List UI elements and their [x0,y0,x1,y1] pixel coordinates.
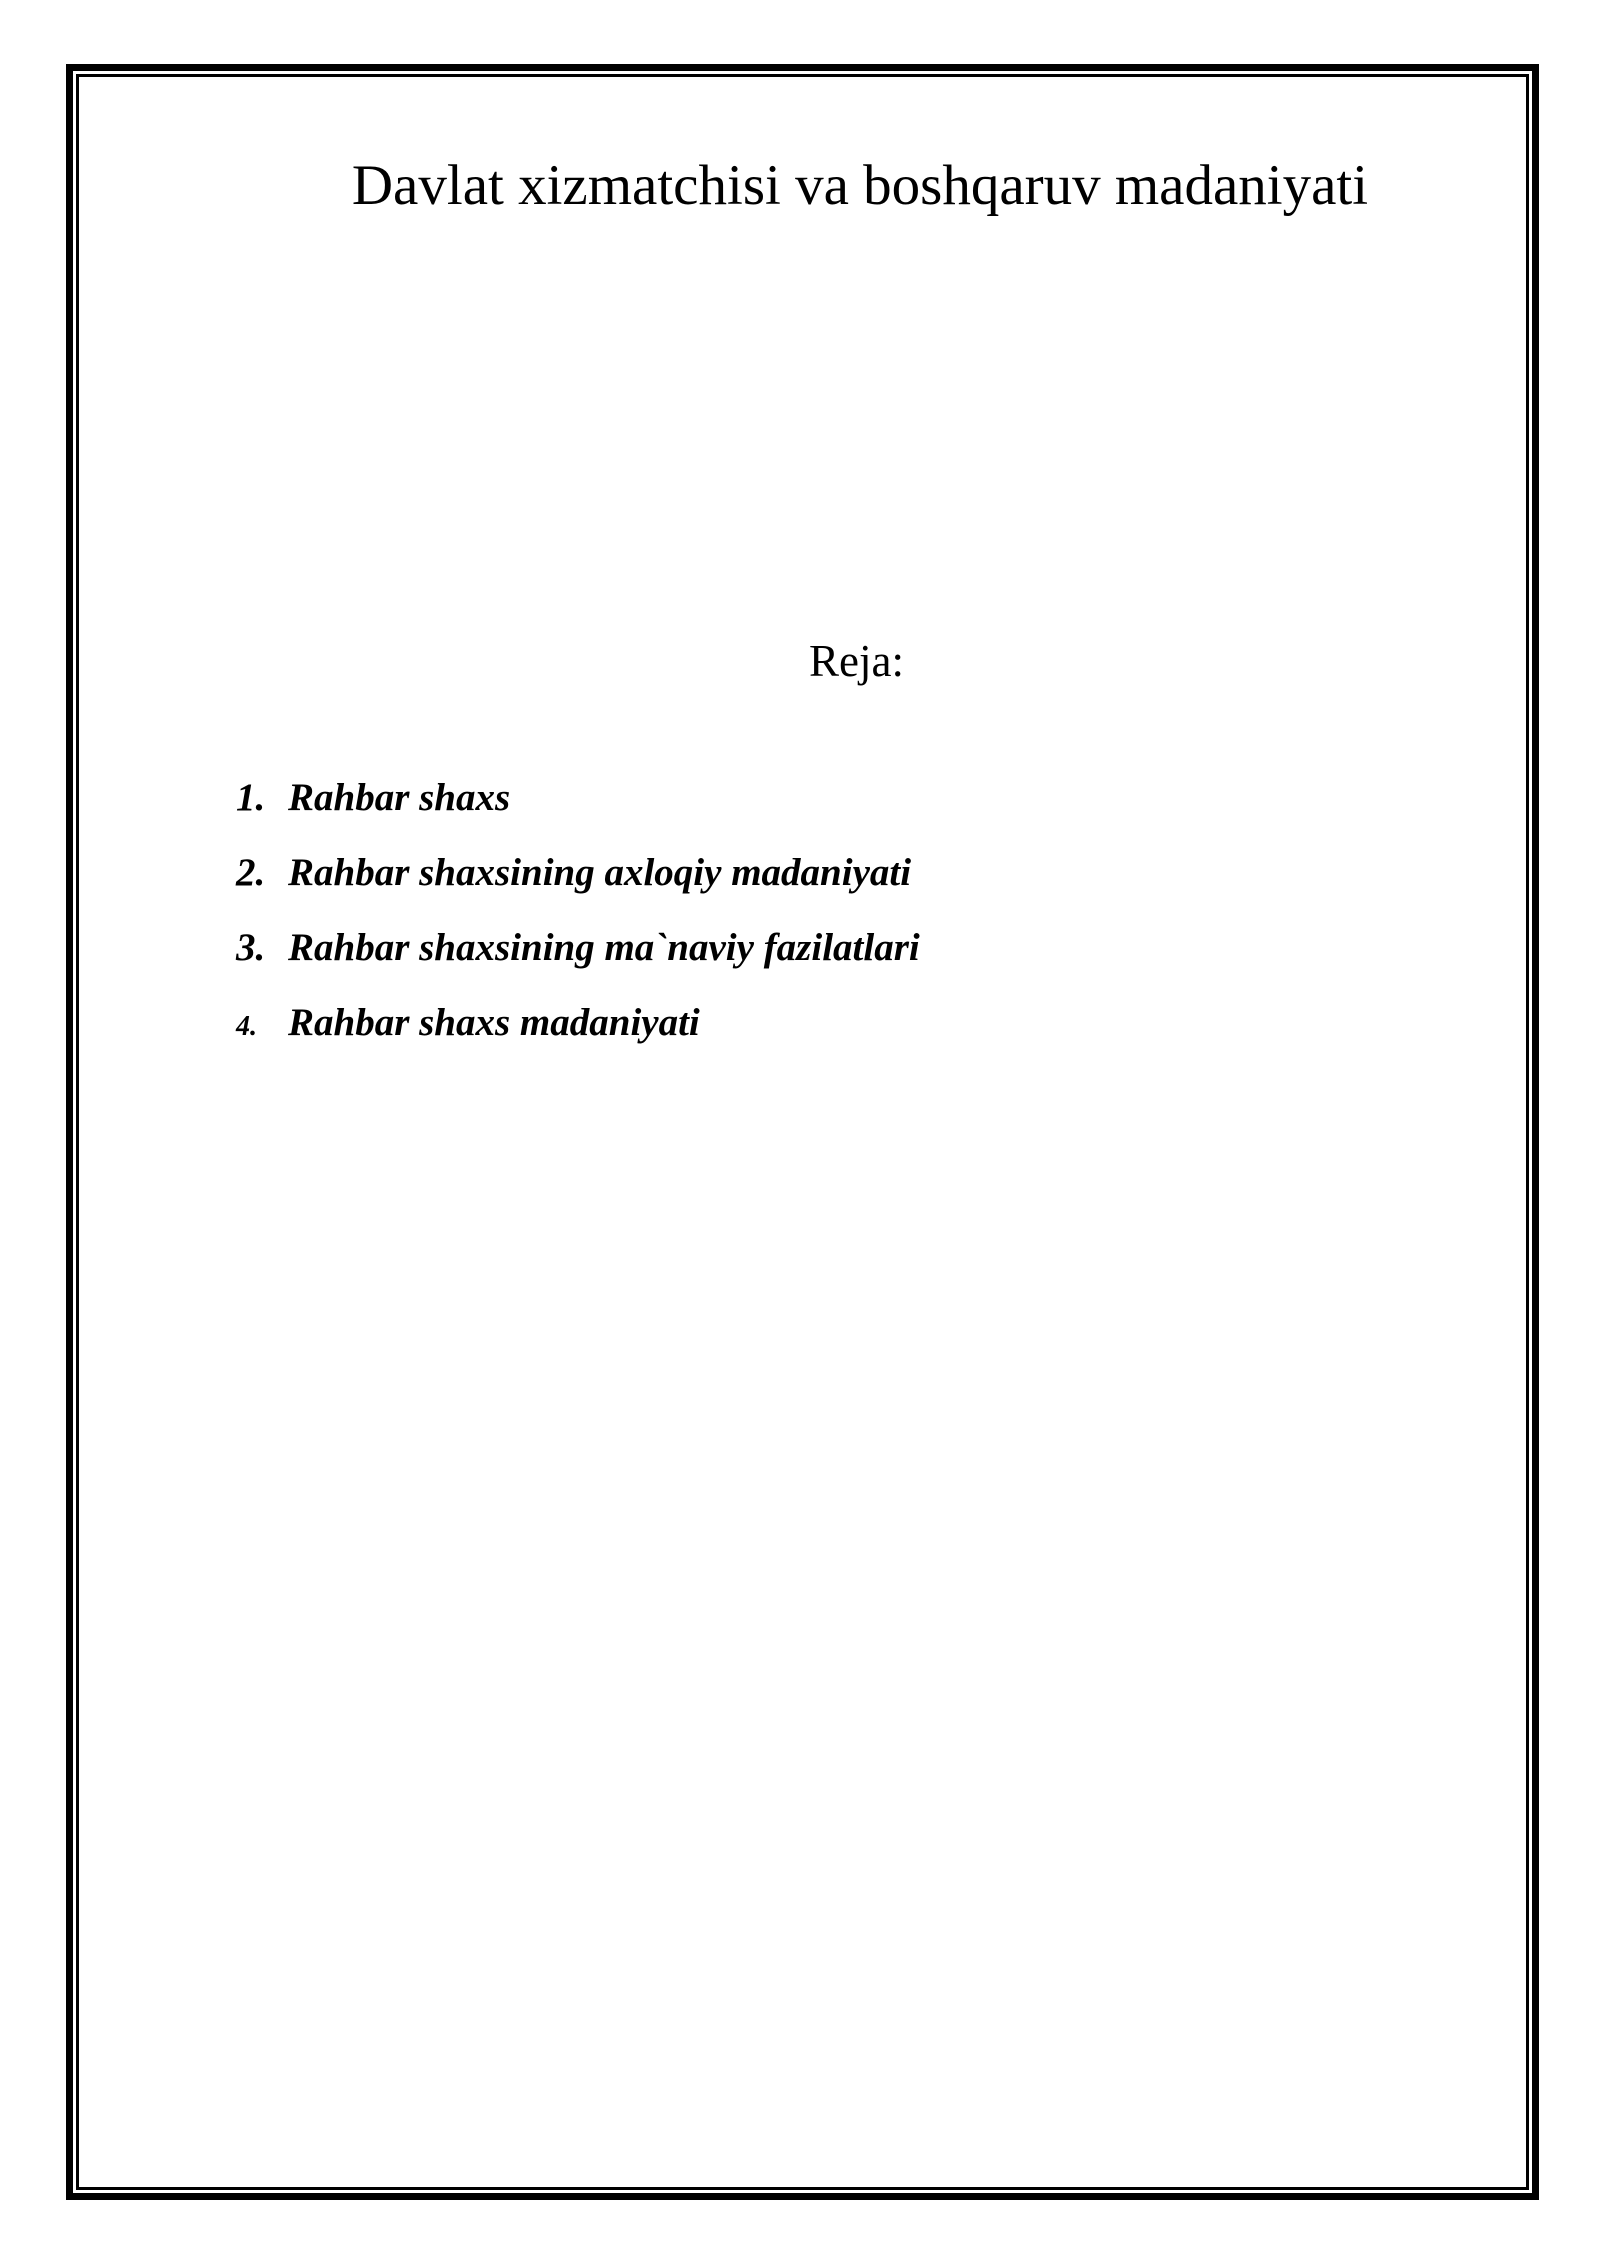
plan-item-number: 3. [236,926,266,969]
plan-item-number: 4. [236,1011,257,1042]
plan-item-text: Rahbar shaxs madaniyati [288,1001,700,1044]
plan-item-text: Rahbar shaxsining ma`naviy fazilatlari [288,926,920,969]
plan-heading: Reja: [809,636,904,686]
plan-item-3 [236,925,920,1000]
plan-item-1 [236,775,920,850]
plan-item-text: Rahbar shaxs [288,776,511,819]
plan-item-2 [236,850,920,925]
plan-list [236,775,920,1075]
plan-item-text: Rahbar shaxsining axloqiy madaniyati [288,851,912,894]
plan-item-number: 2. [236,851,266,894]
document-title: Davlat xizmatchisi va boshqaruv madaniyati [351,154,1369,217]
plan-item-4 [236,1000,920,1075]
page-border-inner [76,74,1529,2190]
plan-item-number: 1. [236,776,266,819]
